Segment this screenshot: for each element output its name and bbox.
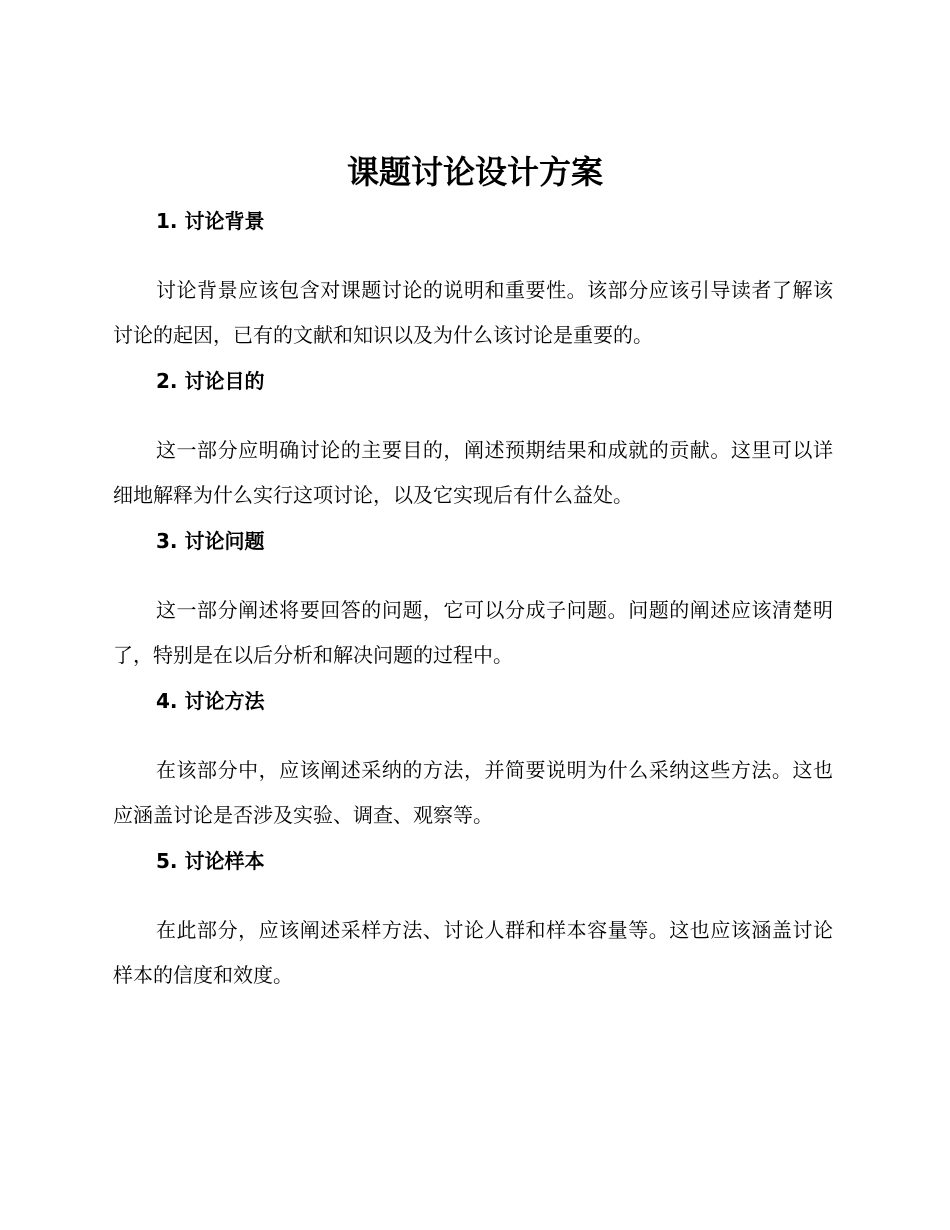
section-paragraph: 在该部分中，应该阐述采纳的方法，并简要说明为什么采纳这些方法。这也应涵盖讨论是否涉及实验、调查、观察等。 bbox=[113, 758, 833, 827]
section-paragraph: 这一部分阐述将要回答的问题，它可以分成子问题。问题的阐述应该清楚明了，特别是在以后分析和解决问题的过程中。 bbox=[113, 598, 833, 667]
section-sample bbox=[113, 847, 833, 998]
section-methods bbox=[113, 687, 833, 838]
section-heading: 3. 讨论问题 bbox=[156, 529, 265, 553]
section-purpose bbox=[113, 367, 833, 518]
section-heading: 4. 讨论方法 bbox=[156, 689, 265, 713]
document-title: 课题讨论设计方案 bbox=[346, 153, 603, 191]
section-paragraph: 在此部分，应该阐述采样方法、讨论人群和样本容量等。这也应该涵盖讨论样本的信度和效度。 bbox=[113, 918, 833, 987]
section-paragraph: 这一部分应明确讨论的主要目的，阐述预期结果和成就的贡献。这里可以详细地解释为什么实行这项讨论，以及它实现后有什么益处。 bbox=[113, 438, 833, 507]
section-questions bbox=[113, 527, 833, 678]
section-paragraph: 讨论背景应该包含对课题讨论的说明和重要性。该部分应该引导读者了解该讨论的起因，已有的文献和知识以及为什么该讨论是重要的。 bbox=[113, 278, 833, 347]
section-heading: 2. 讨论目的 bbox=[156, 369, 265, 393]
section-heading: 1. 讨论背景 bbox=[156, 209, 265, 233]
section-heading: 5. 讨论样本 bbox=[156, 849, 265, 873]
section-background bbox=[113, 207, 833, 358]
